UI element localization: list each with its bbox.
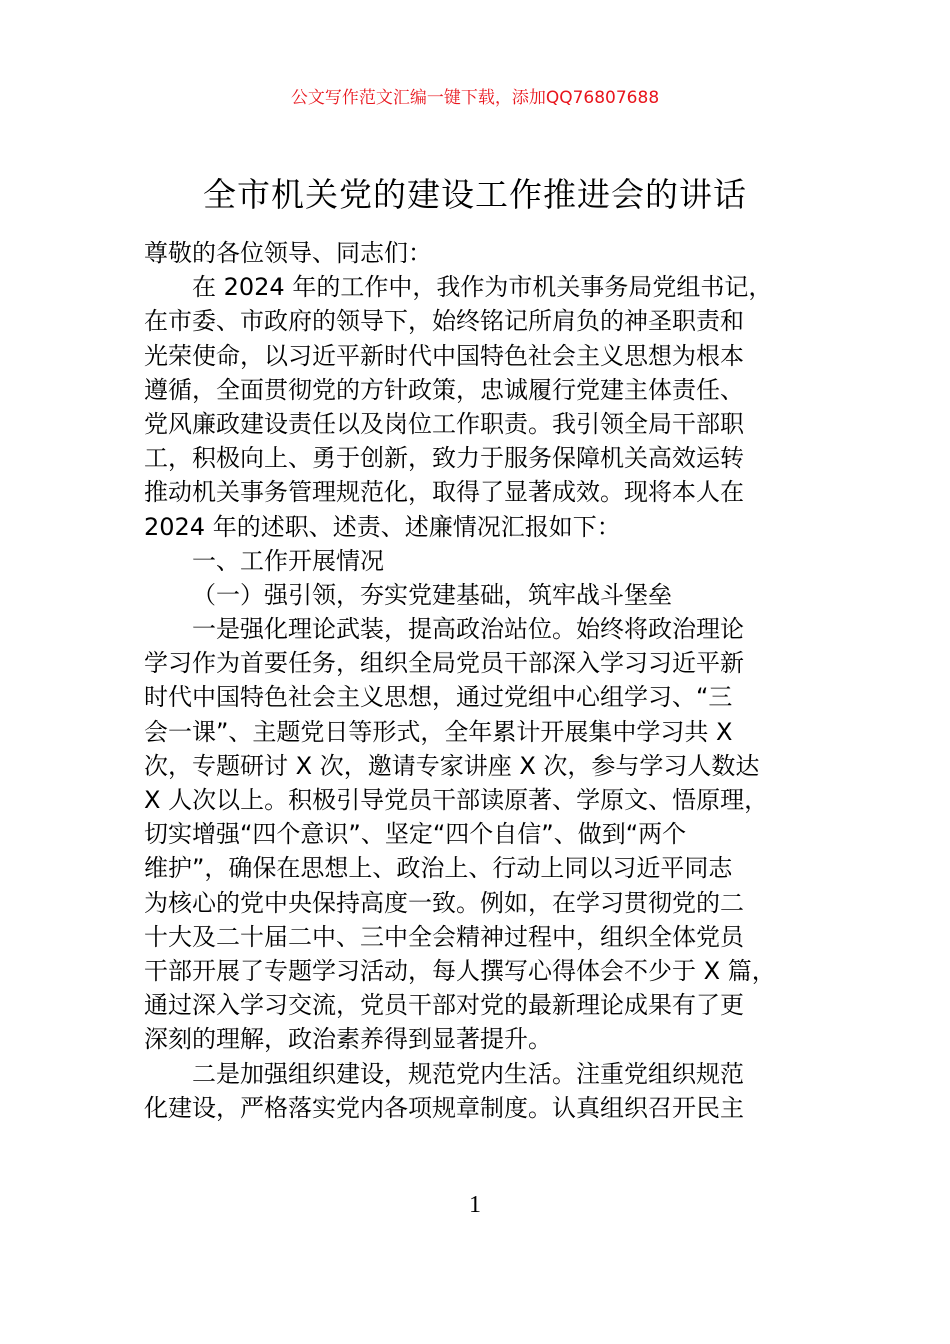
document-body (144, 236, 828, 1125)
body-line: 时代中国特色社会主义思想，通过党组中心组学习、“三 (144, 683, 733, 712)
body-line: 干部开展了专题学习活动，每人撰写心得体会不少于 X 篇， (144, 956, 776, 985)
body-line: 党风廉政建设责任以及岗位工作职责。我引领全局干部职 (144, 409, 744, 438)
document-title: 全市机关党的建设工作推进会的讲话 (203, 175, 747, 214)
body-line: 推动机关事务管理规范化，取得了显著成效。现将本人在 (144, 478, 744, 507)
body-line: 一、工作开展情况 (192, 546, 384, 575)
body-line: 十大及二十届二中、三中全会精神过程中，组织全体党员 (144, 922, 744, 951)
body-line: 会一课”、主题党日等形式，全年累计开展集中学习共 X (144, 717, 733, 746)
body-line: 在市委、市政府的领导下，始终铭记所肩负的神圣职责和 (144, 307, 744, 336)
body-line: X 人次以上。积极引导党员干部读原著、学原文、悟原理， (144, 786, 769, 814)
body-line: 切实增强“四个意识”、坚定“四个自信”、做到“两个 (144, 820, 687, 849)
body-line: （一）强引领，夯实党建基础，筑牢战斗堡垒 (192, 580, 672, 609)
body-line: 深刻的理解，政治素养得到显著提升。 (144, 1025, 552, 1054)
page-number: 1 (469, 1192, 481, 1218)
body-line: 二是加强组织建设，规范党内生活。注重党组织规范 (192, 1059, 744, 1088)
body-line: 维护”，确保在思想上、政治上、行动上同以习近平同志 (144, 854, 733, 883)
body-line: 在 2024 年的工作中，我作为市机关事务局党组书记， (192, 273, 773, 302)
body-line: 次，专题研讨 X 次，邀请专家讲座 X 次，参与学习人数达 (144, 751, 760, 780)
watermark-banner: 公文写作范文汇编一键下载，添加QQ76807688 (290, 88, 660, 108)
body-line: 一是强化理论武装，提高政治站位。始终将政治理论 (192, 615, 744, 644)
body-line: 工，积极向上、勇于创新，致力于服务保障机关高效运转 (144, 444, 744, 473)
body-line: 学习作为首要任务，组织全局党员干部深入学习习近平新 (144, 649, 744, 678)
body-line: 尊敬的各位领导、同志们： (144, 239, 432, 267)
body-line: 2024 年的述职、述责、述廉情况汇报如下： (144, 512, 621, 541)
body-line: 光荣使命，以习近平新时代中国特色社会主义思想为根本 (144, 341, 744, 370)
body-line: 化建设，严格落实党内各项规章制度。认真组织召开民主 (144, 1093, 744, 1122)
body-line: 为核心的党中央保持高度一致。例如，在学习贯彻党的二 (144, 888, 744, 917)
body-line: 遵循，全面贯彻党的方针政策，忠诚履行党建主体责任、 (144, 375, 744, 404)
body-line: 通过深入学习交流，党员干部对党的最新理论成果有了更 (144, 991, 744, 1020)
